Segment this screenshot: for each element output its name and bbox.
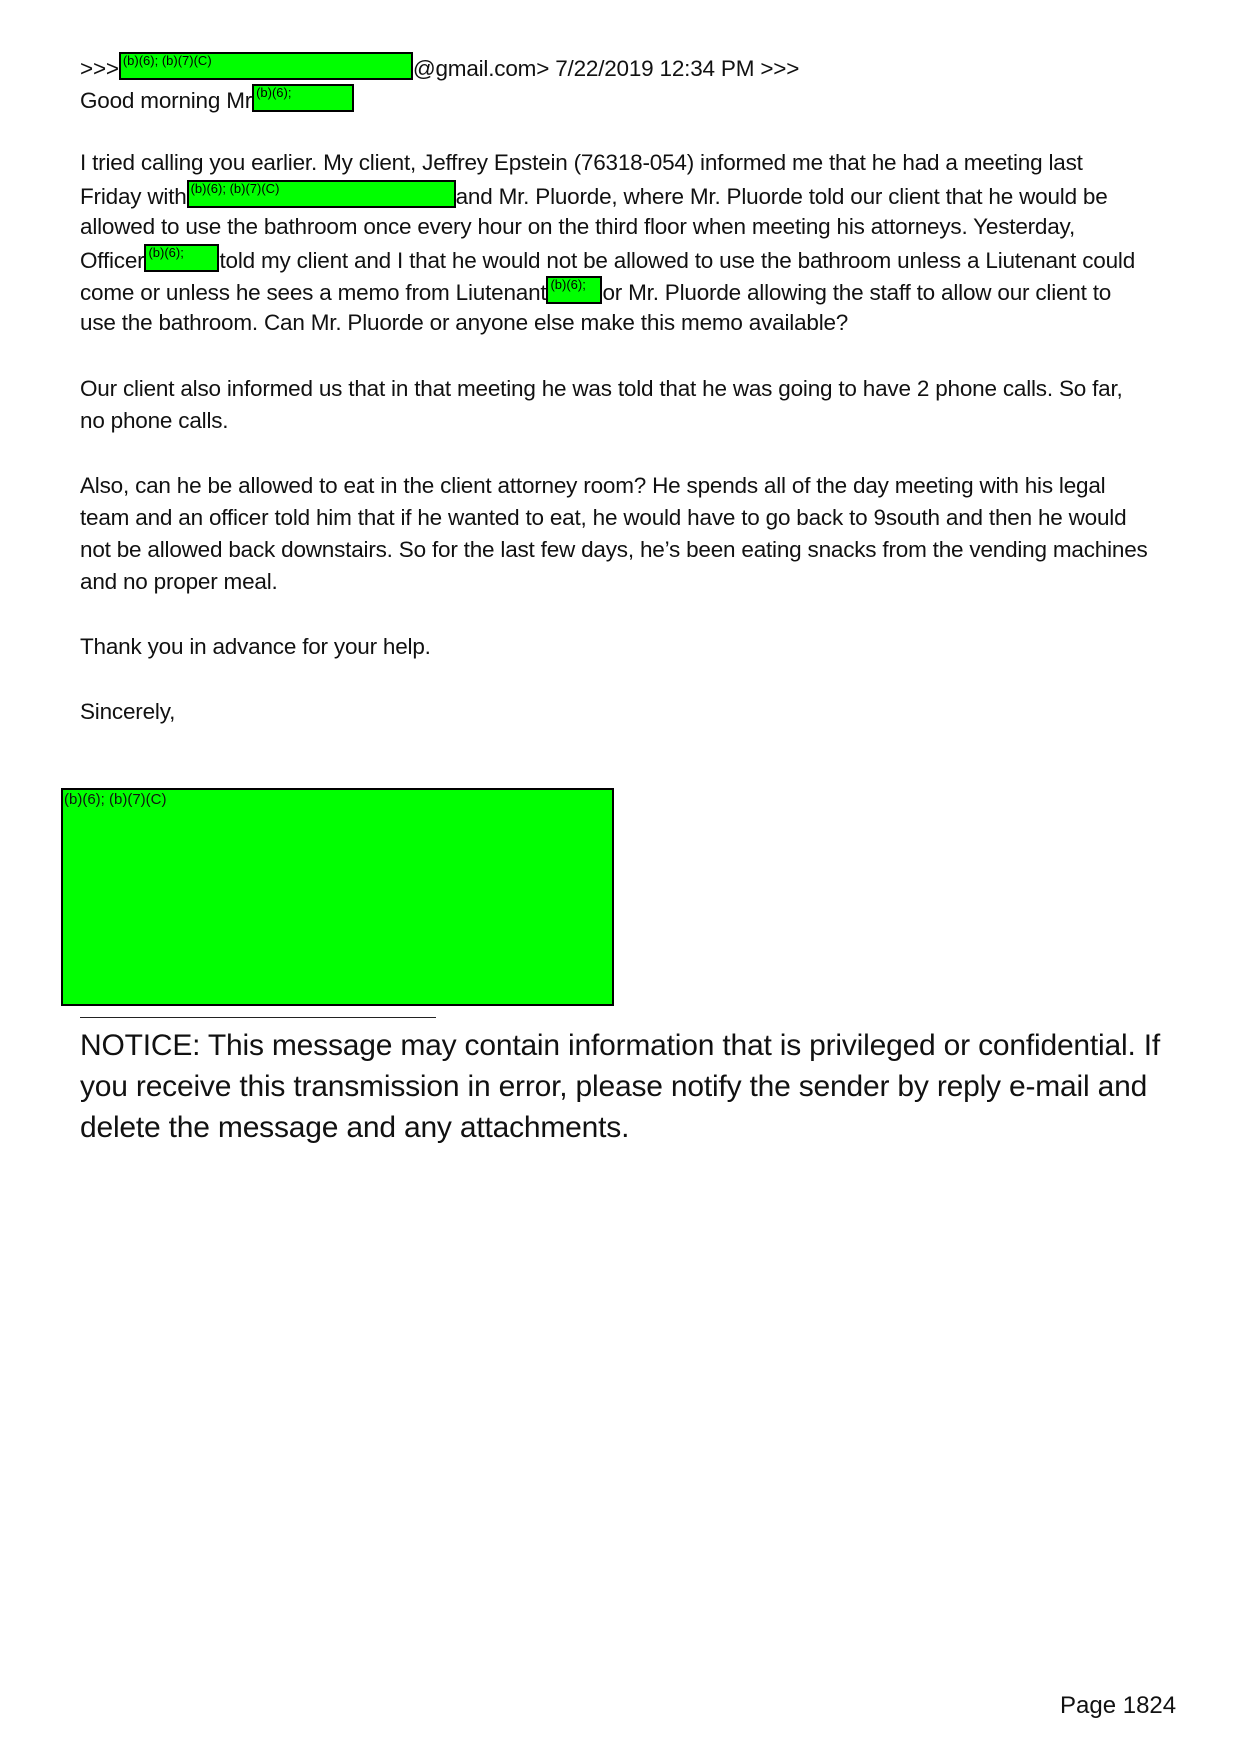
p1-l4-end: told my client and I that he would not be allowed to use the bathroom unless a Liutenant could: [219, 248, 1136, 273]
email-header-line: [80, 52, 799, 84]
redaction-box-officer: [144, 244, 219, 272]
paragraph-1-line-5: [80, 276, 1111, 308]
paragraph-1-line-3: allowed to use the bathroom once every hour on the third floor when meeting his attorneys. Yesterday,: [80, 214, 1075, 239]
greeting-line: [80, 84, 354, 116]
greeting-text: Good morning Mr: [80, 88, 253, 113]
redaction-code: (b)(6); (b)(7)(C): [64, 791, 167, 808]
paragraph-3-line-4: and no proper meal.: [80, 569, 278, 594]
redaction-box-meeting-attendee: [187, 180, 456, 208]
p1-l5-end: or Mr. Pluorde allowing the staff to allow our client to: [602, 280, 1112, 305]
redaction-box-recipient: [252, 84, 354, 112]
paragraph-3-line-3: not be allowed back downstairs. So for the last few days, he’s been eating snacks from the vending machines: [80, 537, 1148, 562]
paragraph-1-line-2: [80, 180, 1108, 212]
thanks-line: Thank you in advance for your help.: [80, 634, 431, 659]
notice-line-2: you receive this transmission in error, please notify the sender by reply e-mail and: [80, 1070, 1148, 1103]
p1-l4-start: Officer: [80, 248, 145, 273]
page-number: Page 1824: [1060, 1692, 1177, 1719]
redaction-code: (b)(6);: [148, 245, 184, 260]
confidentiality-notice: [80, 1025, 1190, 1148]
notice-line-3: delete the message and any attachments.: [80, 1111, 630, 1144]
redaction-code: (b)(6);: [256, 85, 292, 100]
header-prefix: >>>: [80, 56, 119, 81]
signature-divider: [80, 1017, 436, 1018]
p1-l2-start: Friday with: [80, 184, 187, 209]
redaction-box-sender: [119, 52, 413, 80]
notice-line-1: NOTICE: This message may contain information that is privileged or confidential. If: [80, 1029, 1160, 1062]
signature-redaction-box: [61, 788, 614, 1006]
paragraph-3-line-1: Also, can he be allowed to eat in the client attorney room? He spends all of the day meeting with his legal: [80, 473, 1106, 498]
header-suffix: >>>: [760, 56, 800, 81]
paragraph-3-line-2: team and an officer told him that if he wanted to eat, he would have to go back to 9south and then he would: [80, 505, 1127, 530]
redaction-box-lieutenant: [546, 276, 602, 304]
sender-domain: @gmail.com>: [412, 56, 550, 81]
p1-l2-end: and Mr. Pluorde, where Mr. Pluorde told our client that he would be: [455, 184, 1108, 209]
email-datetime: 7/22/2019 12:34 PM: [555, 56, 755, 81]
paragraph-1-line-1: I tried calling you earlier. My client, Jeffrey Epstein (76318-054) informed me that he had a meeting last: [80, 150, 1083, 175]
redaction-code: (b)(6);: [550, 277, 586, 292]
closing-line: Sincerely,: [80, 699, 176, 724]
paragraph-1-line-4: [80, 244, 1135, 276]
paragraph-1-line-6: use the bathroom. Can Mr. Pluorde or anyone else make this memo available?: [80, 310, 849, 335]
paragraph-2-line-1: Our client also informed us that in that meeting he was told that he was going to have 2 phone calls. So far,: [80, 376, 1123, 401]
paragraph-2-line-2: no phone calls.: [80, 408, 229, 433]
redaction-code: (b)(6); (b)(7)(C): [190, 181, 280, 196]
redaction-code: (b)(6); (b)(7)(C): [122, 53, 212, 68]
p1-l5-start: come or unless he sees a memo from Liutenant: [80, 280, 547, 305]
